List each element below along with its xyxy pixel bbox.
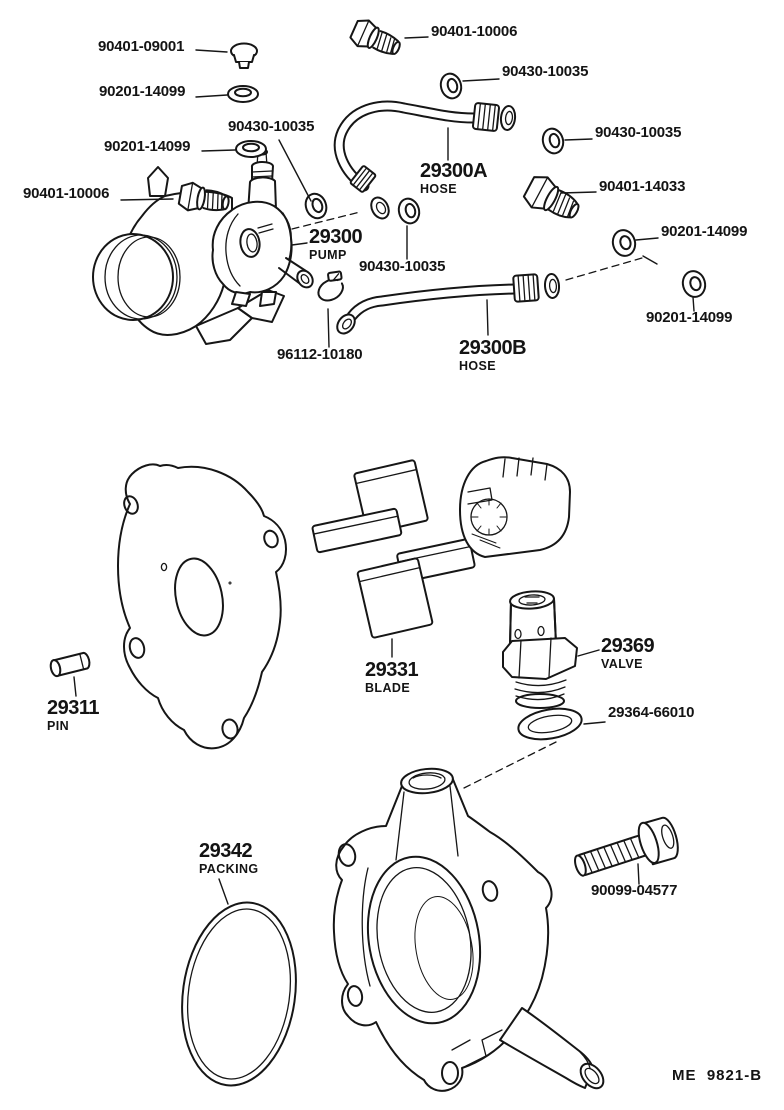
part-label-29300a-hose: 29300A HOSE [420,160,488,196]
plug-cap-90401-09001 [231,44,257,69]
figure-code: ME 9821-B [672,1067,763,1084]
part-label-90201-14099-3: 90201-14099 [661,223,748,240]
part-label-90401-10006-1: 90401-10006 [431,23,518,40]
part-label-29311-pin: 29311 PIN [47,697,100,733]
bolt-90099-04577 [569,814,683,888]
part-label-90401-14033: 90401-14033 [599,178,686,195]
grommet-90201-14099-2 [236,141,266,157]
housing [334,766,608,1092]
part-label-90201-14099-1: 90201-14099 [99,83,186,100]
part-label-90201-14099-4: 90201-14099 [646,309,733,326]
part-label-29364-66010: 29364-66010 [608,704,695,721]
part-label-90430-10035-2: 90430-10035 [502,63,589,80]
part-label-90430-10035-4: 90430-10035 [359,258,446,275]
ring-90430-10035-1 [438,71,464,100]
part-label-29300b-hose: 29300B HOSE [459,337,527,373]
hose-29300b [334,274,560,337]
ring-90201-14099-4 [680,269,708,300]
rotor [460,457,570,557]
part-label-29342-packing: 29342 PACKING [199,840,259,876]
part-label-29369-valve: 29369 VALVE [601,635,655,671]
part-label-90430-10035-1: 90430-10035 [228,118,315,135]
washer-29364 [516,704,584,744]
hose-clamp-96112 [311,267,351,305]
blades-29331 [312,460,475,638]
ring-90430-10035-2 [302,191,329,221]
part-label-96112-10180: 96112-10180 [277,346,363,363]
pin-29311 [49,652,91,677]
ring-90201-14099-3 [610,228,638,259]
part-label-90099-04577: 90099-04577 [591,882,678,899]
cover-plate [118,464,286,748]
pump-29300 [212,149,315,306]
ring-90430-10035-4 [540,126,566,155]
ring-90430-10035-3 [396,196,422,225]
part-label-29331-blade: 29331 BLADE [365,659,419,695]
part-label-90401-10006-2: 90401-10006 [23,185,110,202]
bolt-90401-14033 [521,172,585,227]
grommet-90201-14099-1 [228,86,258,102]
o-ring-29342 [171,895,308,1093]
part-label-29300-pump: 29300 PUMP [309,226,363,262]
bolt-90401-10006-top [348,16,404,61]
part-label-90430-10035-3: 90430-10035 [595,124,682,141]
part-label-90201-14099-2: 90201-14099 [104,138,191,155]
valve-29369 [503,590,577,708]
part-label-90401-09001: 90401-09001 [98,38,185,55]
